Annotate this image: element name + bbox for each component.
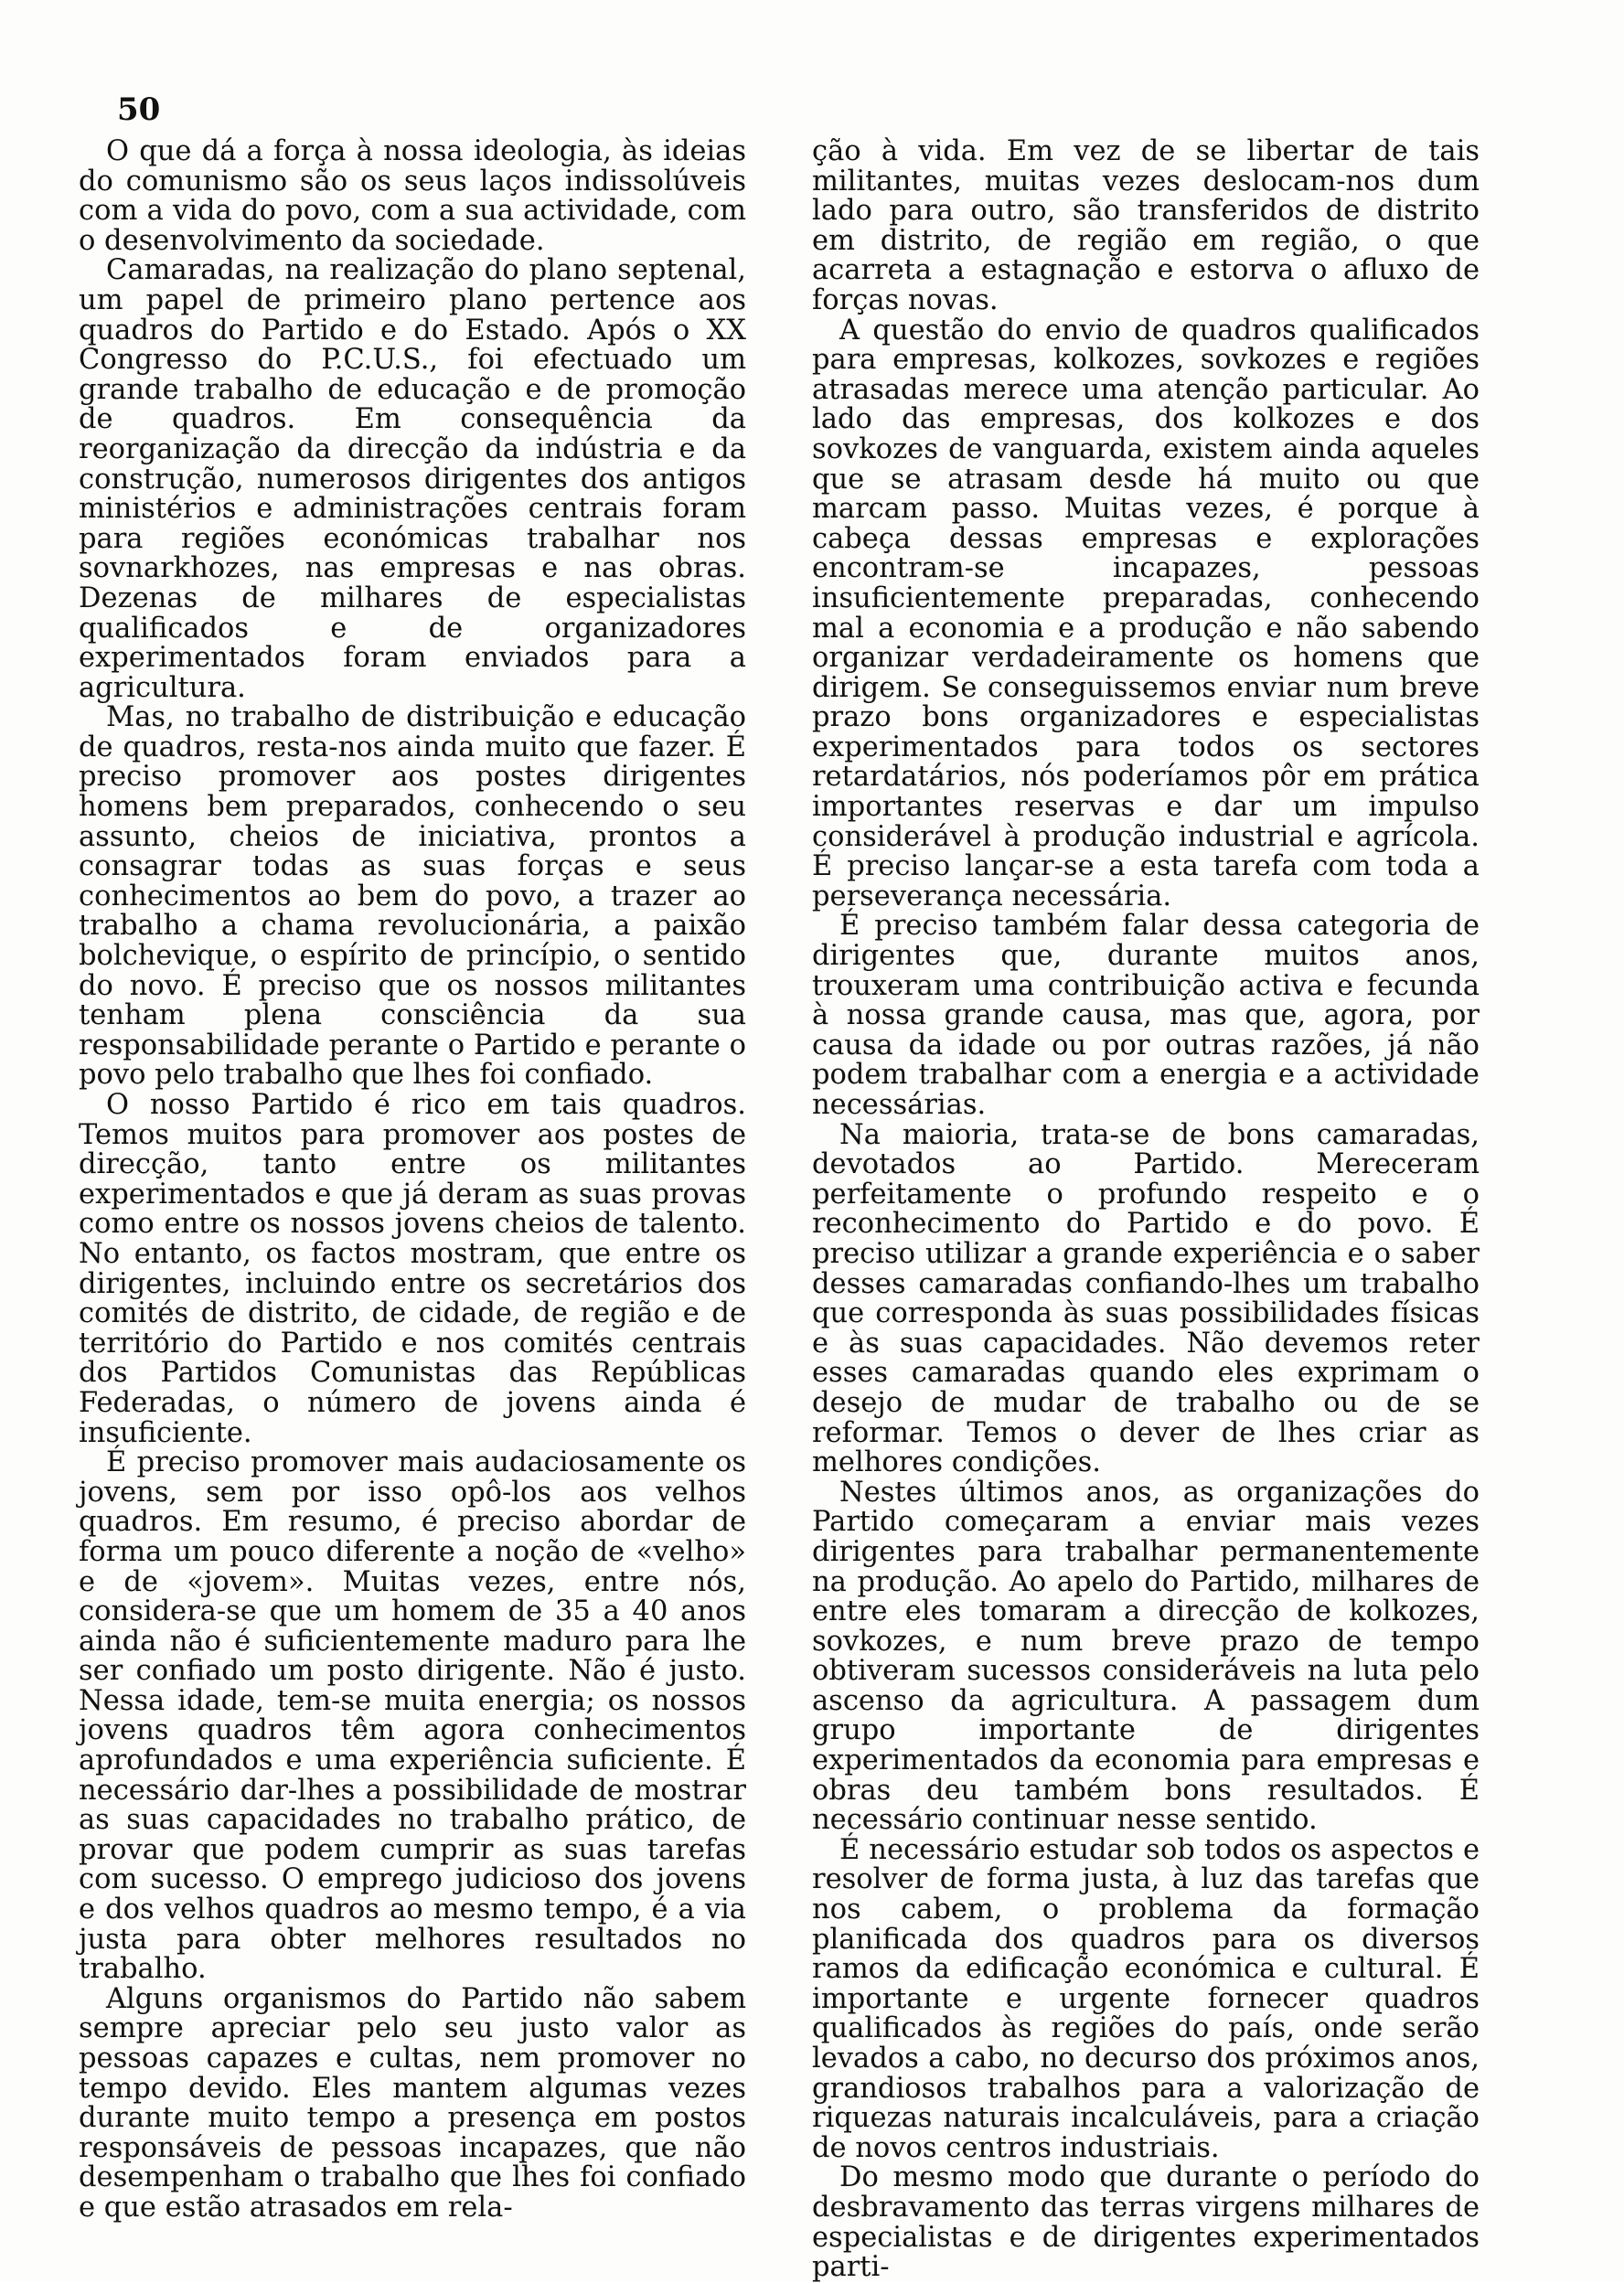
paragraph: Nestes últimos anos, as organizações do Partido começaram a enviar mais vezes dirigentes para trabalhar permanentemente na produção. Ao apelo do Partido, milhares de entre eles tomaram a direcção de kolkozes, sovkozes, e num breve prazo de tempo obtiveram sucessos consideráveis na luta pelo ascenso da agricultura. A passagem dum grupo importante de dirigentes experimentados da economia para empresas e obras deu também bons resultados. É necessário continuar nesse sentido.: [812, 1476, 1480, 1837]
paragraph: O que dá a força à nossa ideologia, às ideias do comunismo são os seus laços indissolúveis com a vida do povo, com a sua actividade, com o desenvolvimento da sociedade.: [79, 135, 746, 257]
paragraph: É preciso promover mais audaciosamente os jovens, sem por isso opô-los aos velhos quadros. Em resumo, é preciso abordar de forma um pouco diferente a noção de «velho» e de «jovem». Muitas vezes, entre nós, considera-se que um homem de 35 a 40 anos ainda não é suficientemente maduro para lhe ser confiado um posto dirigente. Não é justo. Nessa idade, tem-se muita energia; os nossos jovens quadros têm agora conhecimentos aprofundados e uma experiência suficiente. É necessário dar-lhes a possibilidade de mostrar as suas capacidades no trabalho prático, de provar que podem cumprir as suas tarefas com sucesso. O emprego judicioso dos jovens e dos velhos quadros ao mesmo tempo, é a via justa para obter melhores resultados no trabalho.: [79, 1446, 746, 1986]
paragraph: Do mesmo modo que durante o período do desbravamento das terras virgens milhares de especialistas e de dirigentes experimentados parti-: [812, 2161, 1480, 2283]
right-column: [812, 137, 1480, 2283]
paragraph: Mas, no trabalho de distribuição e educação de quadros, resta-nos ainda muito que fazer. É preciso promover aos postes dirigentes homens bem preparados, conhecendo o seu assunto, cheios de iniciativa, prontos a consagrar todas as suas forças e seus conhecimentos ao bem do povo, a trazer ao trabalho a chama revolucionária, a paixão bolchevique, o espírito de princípio, o sentido do novo. É preciso que os nossos militantes tenham plena consciência da sua responsabilidade perante o Partido e perante o povo pelo trabalho que lhes foi confiado.: [79, 701, 746, 1092]
page-number: 50: [117, 91, 161, 128]
paragraph: Na maioria, trata-se de bons camaradas, devotados ao Partido. Mereceram perfeitamente o profundo respeito e o reconhecimento do Partido e do povo. É preciso utilizar a grande experiência e o saber desses camaradas confiando-lhes um trabalho que corresponda às suas possibilidades físicas e às suas capacidades. Não devemos reter esses camaradas quando eles exprimam o desejo de mudar de trabalho ou de se reformar. Temos o dever de lhes criar as melhores condições.: [812, 1118, 1480, 1479]
paragraph: É preciso também falar dessa categoria de dirigentes que, durante muitos anos, trouxeram uma contribuição activa e fecunda à nossa grande causa, mas que, agora, por causa da idade ou por outras razões, já não podem trabalhar com a energia e a actividade necessárias.: [812, 910, 1480, 1121]
left-column: [79, 137, 746, 2224]
paragraph: Alguns organismos do Partido não sabem sempre apreciar pelo seu justo valor as pessoas capazes e cultas, nem promover no tempo devido. Eles mantem algumas vezes durante muito tempo a presença em postos responsáveis de pessoas incapazes, que não desempenham o trabalho que lhes foi confiado e que estão atrasados em rela-: [79, 1982, 746, 2224]
paragraph: A questão do envio de quadros qualificados para empresas, kolkozes, sovkozes e regiões atrasadas merece uma atenção particular. Ao lado das empresas, dos kolkozes e dos sovkozes de vanguarda, existem ainda aqueles que se atrasam desde há muito ou que marcam passo. Muitas vezes, é porque à cabeça dessas empresas e explorações encontram-se incapazes, pessoas insuficientemente preparadas, conhecendo mal a economia e a produção e não sabendo organizar verdadeiramente os homens que dirigem. Se conseguissemos enviar num breve prazo bons organizadores e especialistas experimentados para todos os sectores retardatários, nós poderíamos pôr em prática importantes reservas e dar um impulso considerável à produção industrial e agrícola. É preciso lançar-se a esta tarefa com toda a perseverança necessária.: [812, 314, 1480, 912]
paragraph: O nosso Partido é rico em tais quadros. Temos muitos para promover aos postes de direcção, tanto entre os militantes experimentados e que já deram as suas provas como entre os nossos jovens cheios de talento. No entanto, os factos mostram, que entre os dirigentes, incluindo entre os secretários dos comités de distrito, de cidade, de região e de território do Partido e nos comités centrais dos Partidos Comunistas das Repúblicas Federadas, o número de jovens ainda é insuficiente.: [79, 1089, 746, 1449]
paragraph: Camaradas, na realização do plano septenal, um papel de primeiro plano pertence aos quadros do Partido e do Estado. Após o XX Congresso do P.C.U.S., foi efectuado um grande trabalho de educação e de promoção de quadros. Em consequência da reorganização da direcção da indústria e da construção, numerosos dirigentes dos antigos ministérios e administrações centrais foram para regiões económicas trabalhar nos sovnarkhozes, nas empresas e nas obras. Dezenas de milhares de especialistas qualificados e de organizadores experimentados foram enviados para a agricultura.: [79, 254, 746, 704]
paragraph: É necessário estudar sob todos os aspectos e resolver de forma justa, à luz das tarefas que nos cabem, o problema da formação planificada dos quadros para os diversos ramos da edificação económica e cultural. É importante e urgente fornecer quadros qualificados às regiões do país, onde serão levados a cabo, no decurso dos próximos anos, grandiosos trabalhos para a valorização de riquezas naturais incalculáveis, para a criação de novos centros industriais.: [812, 1833, 1480, 2164]
paragraph-continued: ção à vida. Em vez de se libertar de tais militantes, muitas vezes deslocam-nos dum lado para outro, são transferidos de distrito em distrito, de região em região, o que acarreta a estagnação e estorva o afluxo de forças novas.: [812, 135, 1480, 316]
